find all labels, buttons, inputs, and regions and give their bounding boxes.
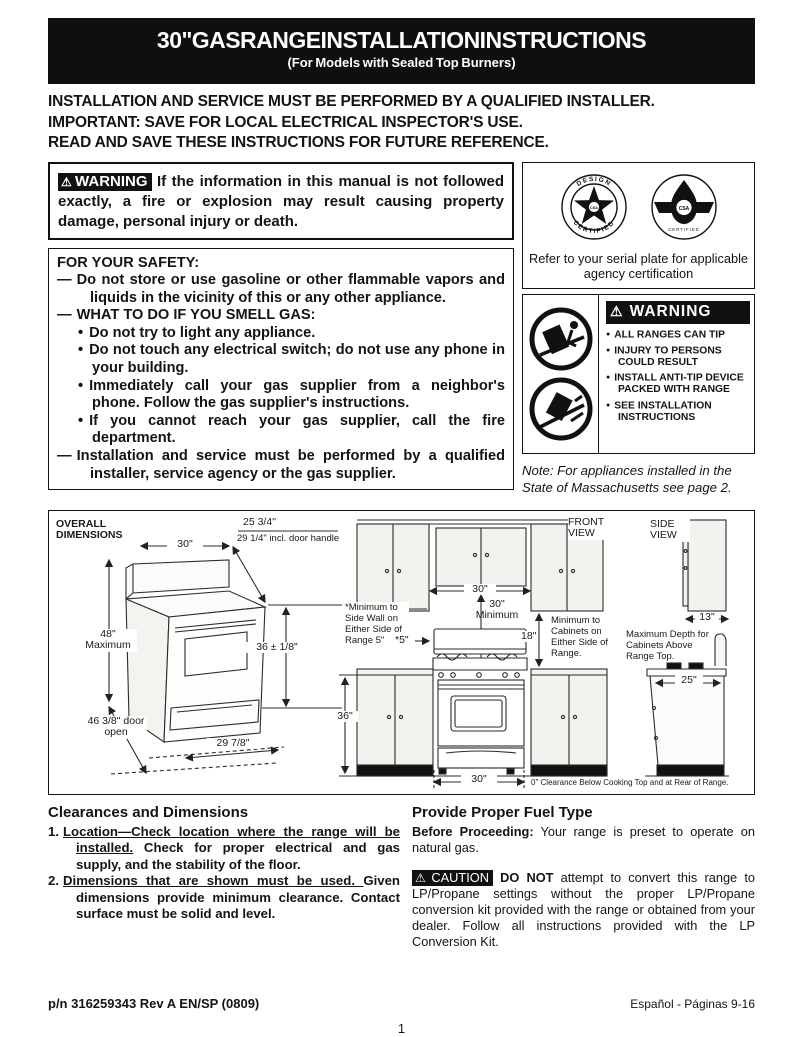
intro-line: IMPORTANT: SAVE FOR LOCAL ELECTRICAL INSPECTOR'S USE. [48, 113, 523, 131]
svg-text:CERTIFIED: CERTIFIED [571, 218, 616, 235]
fuel-paragraph: Before Proceeding: Your range is preset to operate on natural gas. [412, 823, 756, 855]
svg-text:CSA: CSA [589, 205, 598, 210]
dim-counter-depth: 25" [675, 675, 703, 687]
safety-box [48, 248, 514, 491]
tip-warning-item: ● INSTALL ANTI-TIP DEVICE PACKED WITH RANGE [606, 372, 744, 396]
svg-text:CSA: CSA [678, 205, 689, 212]
intro-line: READ AND SAVE THESE INSTRUCTIONS FOR FUTURE REFERENCE. [48, 134, 549, 151]
certification-caption: Refer to your serial plate for applicable agency certification [528, 250, 749, 281]
spanish-pages-note: Español - Páginas 9-16 [630, 996, 755, 1011]
certification-logos [539, 171, 739, 243]
side-view-label: SIDE VIEW [650, 519, 690, 542]
zero-clearance-note: 0" Clearance Below Cooking Top and at Rear of Range. [531, 777, 729, 787]
warning-triangle-icon: ⚠ [610, 303, 624, 319]
dim-bottom-depth: 29 7/8" [207, 738, 259, 750]
tip-warning-item: ● SEE INSTALLATION INSTRUCTIONS [606, 400, 712, 424]
warning-text: If the information in this manual is not followed exactly, a fire or explosion may result causing property damage, personal injury or death. [58, 172, 504, 230]
tip-hazard-icon-1 [532, 310, 590, 368]
warning-label: ⚠ WARNING [58, 173, 152, 191]
safety-item: • Immediately call your gas supplier from a neighbor's phone. Follow the gas supplier's instructions. [78, 377, 505, 412]
clearances-title: Clearances and Dimensions [48, 803, 249, 821]
warning-triangle-icon: ⚠ [61, 174, 74, 189]
svg-text:CERTIFIED: CERTIFIED [667, 226, 700, 232]
overall-dimensions-title: OVERALL DIMENSIONS [56, 517, 123, 541]
clearances-section [48, 803, 400, 950]
clearance-item: 1. Location—Check location where the range will be installed. Check for proper electrical and gas supply, and the stability of the floor. [48, 823, 400, 872]
dim-five-inch: *5" [395, 633, 409, 646]
svg-text:DESIGN: DESIGN [575, 175, 612, 188]
page-subtitle: (For Models with Sealed Top Burners) [287, 55, 516, 70]
page-footer [48, 996, 755, 1011]
dim-door-open: 46 3/8" door open [85, 716, 147, 739]
safety-title: FOR YOUR SAFETY: [57, 254, 200, 271]
tip-hazard-pictograms [527, 301, 595, 447]
caution-label: ⚠ CAUTION [412, 870, 493, 886]
safety-item: • Do not try to light any appliance. [78, 324, 316, 341]
fuel-type-title: Provide Proper Fuel Type [412, 803, 593, 821]
safety-item: — Installation and service must be performed by a qualified installer, service agency or the gas supplier. [57, 448, 505, 482]
tip-hazard-icons [523, 295, 599, 453]
fuel-type-section [412, 803, 755, 950]
page-number: 1 [397, 1020, 406, 1036]
dim-height-max: 48" Maximum [79, 629, 137, 652]
front-view-label: FRONT VIEW [568, 517, 616, 540]
tip-warning-item: ● ALL RANGES CAN TIP [606, 329, 726, 340]
safety-item: — WHAT TO DO IF YOU SMELL GAS: [57, 307, 316, 324]
tip-warning-box [522, 294, 755, 454]
safety-item: • Do not touch any electrical switch; do not use any phone in your building. [78, 342, 505, 377]
caution-paragraph: ⚠ CAUTION DO NOT attempt to convert this range to LP/Propane settings without the proper LP/Propane conversion kit provided with the range or obtained from your dealer. Follow all instructions provided with the LP Conversion Kit. [412, 869, 755, 949]
part-number: p/n 316259343 Rev A EN/SP (0809) [48, 995, 260, 1011]
clearance-item: 2. Dimensions that are shown must be used. Given dimensions provide minimum clearance. Contact surface must be solid and level. [48, 873, 400, 922]
safety-item: — Do not store or use gasoline or other flammable vapors and liquids in the vicinity of this or any other appliance. [57, 272, 505, 306]
warning-triangle-icon: ⚠ [415, 870, 430, 885]
certification-box [522, 162, 755, 289]
dim-top-width: 30" [167, 539, 203, 551]
dim-depth: 25 3/4" [243, 515, 276, 528]
dim-opening-width: 30" [464, 584, 496, 596]
dim-counter-height: 36" [332, 711, 358, 723]
title-bar [48, 18, 755, 84]
dim-cabinet-depth: 13" [695, 612, 719, 624]
intro-line: INSTALLATION AND SERVICE MUST BE PERFORMED BY A QUALIFIED INSTALLER. [48, 93, 655, 110]
dimensions-diagram [48, 510, 755, 795]
safety-item: • If you cannot reach your gas supplier, call the fire department. [78, 412, 505, 447]
dim-range-width: 30" [461, 774, 497, 786]
dim-depth-incl-handle: 29 1/4" incl. door handle [237, 532, 340, 544]
dim-vertical-minimum: 30" Minimum [475, 597, 519, 621]
max-depth-note: Maximum Depth for Cabinets Above Range Top. [626, 629, 712, 662]
tip-warning-header: ⚠ WARNING [606, 301, 750, 324]
tip-hazard-icon-2 [532, 380, 590, 438]
dim-cooktop-height: 36 ± 1/8" [245, 642, 309, 654]
tip-warning-item: ● INJURY TO PERSONS COULD RESULT [606, 345, 722, 368]
massachusetts-note: Note: For appliances installed in the State of Massachusetts see page 2. [522, 462, 732, 495]
side-wall-note: *Minimum to Side Wall on Either Side of Range 5" [345, 602, 409, 646]
cabinet-note: Minimum to Cabinets on Either Side of Range. [551, 614, 609, 659]
warning-box [48, 162, 514, 240]
dim-eighteen-inch: 18" [521, 629, 537, 642]
intro-statements [48, 92, 755, 154]
page-title: 30" GAS RANGE INSTALLATION INSTRUCTIONS [156, 27, 647, 53]
